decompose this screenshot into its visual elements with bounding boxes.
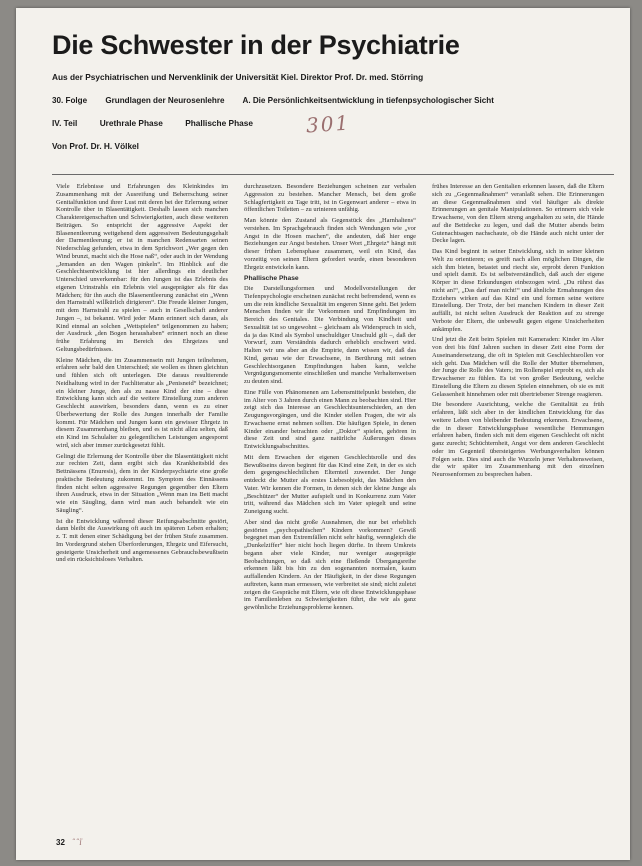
part-phase-urethral: Urethrale Phase [99,118,163,128]
paragraph: Mit dem Erwachen der eigenen Geschlechtsrolle und des Bewußtseins davon beginnt für das Kind eine Zeit, in der es sich dem gegengeschlechtlichen Elternteil zuwendet. Der Junge entdeckt die Mutter als erstes Liebesobjekt, das Mädchen den Vater. Wir kennen die Formen, in denen sich der kleine Junge als „Beschützer“ der Mutter aufspielt und in Konkurrenz zum Vater tritt, während das Mädchen sich im Vater spiegelt und seine Zuneigung sucht. [244,453,416,515]
page-number [56,838,82,847]
part-number: IV. Teil [52,118,78,128]
part-phase-phallic: Phallische Phase [185,118,253,128]
paragraph: durchzusetzen. Besondere Beziehungen scheinen zur verbalen Aggression zu bestehen. Mancher Mensch, bei dem große Schlagfertigkeit zu Tage tritt, ist in Gegenwart anderer – etwa in öffentlichen Toiletten – zu urinieren unfähig. [244,183,416,214]
paragraph: Man könnte den Zustand als Gegenstück des „Harnhaltens“ verstehen. Im Sprachgebrauch finden sich Wendungen wie „vor Angst in die Hosen machen“, die andeuten, daß hier enge Beziehungen zur Angst bestehen. Unser Wort „Ehrgeiz“ hängt mit dieser frühen Lebensphase zusammen, weil ein Kind, das vorzeitig von seinen Eltern gefordert wurde, einen besonderen Ehrgeiz entwickeln kann. [244,217,416,271]
article-subtitle: Aus der Psychiatrischen und Nervenklinik der Universität Kiel. Direktor Prof. Dr. med. Störring [52,72,424,82]
header-divider [52,174,614,175]
text-column-2 [244,183,416,823]
article-author: Von Prof. Dr. H. Völkel [52,141,139,151]
page-handwritten-mark: ˆˆï [71,838,82,847]
paragraph: Das Kind beginnt in seiner Entwicklung, sich in seiner kleinen Welt zu orientieren; es greift nach allen möglichen Dingen, die sich ihm bieten, betastet und riecht sie, erprobt deren Funktion und spielt damit. Es ist selbstverständlich, daß auch der eigene Körper in diese Erkundungen einbezogen wird. „Du rührst das nicht an!“, „Das darf man nicht!“ und ähnliche Ermahnungen des Erziehers wirken auf das Kind ein und formen seine weitere Einstellung. Der Trotz, der bei manchen Kindern in dieser Zeit auffällt, ist nicht selten Ausdruck der Reaktion auf zu strenge Verbote der Eltern, die unbewußt gegen eigene Unsicherheiten ankämpfen. [432,248,604,333]
section-heading-phallic-phase: Phallische Phase [244,275,299,283]
series-chapter: A. Die Persönlichkeitsentwicklung in tiefenpsychologischer Sicht [242,96,494,105]
article-title: Die Schwester in der Psychiatrie [52,30,460,60]
magazine-page [16,8,630,860]
paragraph: Und jetzt die Zeit beim Spielen mit Kameraden: Kinder im Alter von drei bis fünf Jahren suchen in dieser Zeit eine Form der Auseinandersetzung, die oft in Spielen mit Geschlechtsrollen vor sich geht. Das Mädchen will die Rolle der Mutter übernehmen, der Junge die Rolle des Vaters; im Rollenspiel erprobt es, sich als Erwachsener zu fühlen. Es ist von großer Bedeutung, welche Einstellung die Eltern zu diesen Spielen einnehmen, ob sie es mit Gelassenheit hinnehmen oder mit übertriebener Strenge reagieren. [432,336,604,398]
paragraph: frühes Interesse an den Genitalien erkennen lassen, daß die Eltern sich zu „Gegenmaßnahmen“ veranlaßt sehen. Die Erinnerungen an diese Gegenmaßnahmen sind viel häufiger als direkte Erinnerungen an genitale Manipulationen. So erinnern sich viele Erwachsene, von den Eltern streng angehalten zu sein, die Hände auf die Bettdecke zu legen, und daß die Mutter abends beim Gutenachtsagen nachschaute, ob die Hände auch nicht unter der Decke lagen. [432,183,604,245]
series-topic: Grundlagen der Neurosenlehre [105,96,225,105]
paragraph: Gelingt die Erlernung der Kontrolle über die Blasentätigkeit nicht zur rechten Zeit, dann ergibt sich das Krankheitsbild des Bettnässens (Enuresis), dem in der Kinderpsychiatrie eine große praktische Bedeutung zukommt. Im Symptom des Einnässens finden nicht selten aggressive Regungen gegenüber den Eltern ihren Ausdruck, etwa in der Situation „Wenn man ins Bett macht wie ein Säugling, dann wird man auch behandelt wie ein Säugling“. [56,452,228,514]
series-line [52,96,627,105]
text-column-1 [56,183,228,823]
page-number-value: 32 [56,838,65,847]
paragraph: Ist die Entwicklung während dieser Reifungsabschnitte gestört, dann bleibt die Auswirkung oft auch im späteren Leben erhalten; z. T. mit denen einer Schädigung bei der frühen Stufe zusammen. Im Vordergrund stehen Überforderungen, Ehrgeiz und Eifersucht, gesteigerte Unsicherheit und angemessenes Gebrauchsbewußtsein und ein rücksichtsloses Verhalten. [56,517,228,564]
paragraph: Die besondere Ausrichtung, welche die Genitalität zu früh erfahren, läßt sich aber in der kindlichen Entwicklung für das weitere Leben von bleibender Bedeutung erkennen. Erwachsene, die in dieser Entwicklungsphase wesentliche Hemmungen erfahren haben, finden sich mit dem eigenen Geschlecht oft nicht ganz zurecht; Schüchternheit, Angst vor dem anderen Geschlecht oder im Gegenteil übersteigertes Werbungsverhalten können Folgen sein. Dies sind auch die Wurzeln jener Verhaltensweisen, die wir später im Zusammenhang mit den einzelnen Neurosenformen zu besprechen haben. [432,401,604,478]
part-line [52,118,273,128]
paragraph: Kleine Mädchen, die im Zusammensein mit Jungen teilnehmen, erfahren sehr bald den Unterschied; sie wollen es ihnen gleichtun und fühlen sich oft unterlegen. Die daraus resultierende Neidhaltung wird in der Fachliteratur als „Penisneid“ bezeichnet; ein kleiner Junge, den als zu nasse Kind der eine – diese Entwicklung kann sich auf die weitere Einstellung zum anderen Geschlecht auswirken, besonders dann, wenn es zu einer Überbewertung der Rolle des Jungen innerhalb der Familie kommt. Für Mädchen und Jungen kann ein gewisser Ehrgeiz in diesem Zusammenhang bleiben, und es ist nicht allzu selten, daß ein Kind im Schulalter zu gelegentlichen Leistungen angespornt wird, sich aber immer zurückgesetzt fühlt. [56,356,228,449]
paragraph: Eine Fülle von Phänomenen am Lebensmittelpunkt bestehen, die im Alter von 3 Jahren durch einen Mann zu beobachten sind. Hier zeigt sich das Interesse an Geschlechtsunterschieden, an den Zeugungsvorgängen, und die Kinder stellen Fragen, die wir als Erwachsene ernst nehmen sollten. Die häufigen Spiele, in denen Kinder einander betrachten oder „Doktor“ spielen, gehören in diese Zeit und sind ganz natürliche Äußerungen dieses Entwicklungsabschnittes. [244,388,416,450]
paragraph: Viele Erlebnisse und Erfahrungen des Kleinkindes im Zusammenhang mit der Ausreifung und Beherrschung seiner Genitalfunktion und ihrer Lust mit deren bei der Erlernung seiner Kontrolle über in Blasentätigkeit. Deshalb lassen sich manchen Charaktereigenschaften und Schwierigkeiten, auch diese weiteren Beiträgen. So entspricht der aggressive Aspekt der Blasenentleerung weitgehend dem aggressiven Bedeutungsgehalt der Darmentleerung; er ist in manchen Redensarten seinen Niederschlag gefunden, etwa in dem Sprichwort „Wer gegen den Wind brunzt, macht sich die Hose naß“, oder auch in der Wendung „Jemanden an den Wagen pinkeln“. Im Hinblick auf die Geschlechtsentwicklung ist hier allerdings ein deutlicher Unterschied unverkennbar: für den Jungen ist das Erlebnis des eigenen Urinstrahls ein Erlebnis viel ausgeprägter als für das Mädchen; für ihn auch die Blasenentleerung zunächst ein „Wenn den Harnstrahl willkürlich dirigieren“. Die Freude kleiner Jungen, mit dem Harnstrahl zu spielen – auch in Gesellschaft anderer Jungen –, ist bekannt. Wird jeder Mann erinnert sich daran, als Kind einmal an solchen „Wettspielen“ teilgenommen zu haben; der Ausdruck „den Bogen heraushaben“ erinnert noch an diese frühe Erfahrung im Bereich des Ehrgeizes und Geltungsbedürfnisses. [56,183,228,353]
paragraph: Aber sind das nicht große Ausnahmen, die nur bei erheblich gestörten „psychopathischen“ Kindern vorkommen? Gewiß begegnet man den Extremfällen nicht sehr häufig, wenngleich die „Dunkelziffer“ hier nicht hoch liegen dürfte. In ihrem Umkreis begann aber viele Kinder, nur weniger ausgeprägte Beobachtungen, so daß sich eine fließende Übergangsreihe erkennen läßt bis hin zu den sogenannten normalen, kaum auffallenden Kindern. An der Häufigkeit, in der diese Regungen auftreten, kann man ermessen, wie verbreitet sie sind; nicht zuletzt zeigen die Gespräche mit Eltern, wie oft diese Entwicklungsphase im Familienleben zu Schwierigkeiten führt, die wir als ganz gewöhnliche Erziehungsprobleme kennen. [244,518,416,611]
text-column-3 [432,183,604,823]
handwritten-note: 301 [305,110,351,138]
paragraph: Die Darstellungsformen und Modellvorstellungen der Tiefenpsychologie erscheinen zunächst recht befremdend, wenn es um die rein kindliche Sexualität im engeren Sinne geht. Bei jedem Menschen finden wir ihr Vorkommen und Empfindungen im Bereich des Genitales. Die Verbindung von Kindheit und Sexualität ist so ungewohnt – gleichsam als Widerspruch in sich, da ja das Kind als Symbol unschuldiger Unschuld gilt –, daß der Vorwurf, zum Verständnis dadurch erheblich erschwert wird. Halten wir uns aber an die Empirie, dann wissen wir, daß das Kind, genau wie der Erwachsene, in Berührung mit seinen Geschlechtsorganen Empfindungen haben kann, welche Vergnügungsmomente einschließen und manche Verhaltenweisen zu deuten sind. [244,285,416,385]
series-sequence: 30. Folge [52,96,88,105]
